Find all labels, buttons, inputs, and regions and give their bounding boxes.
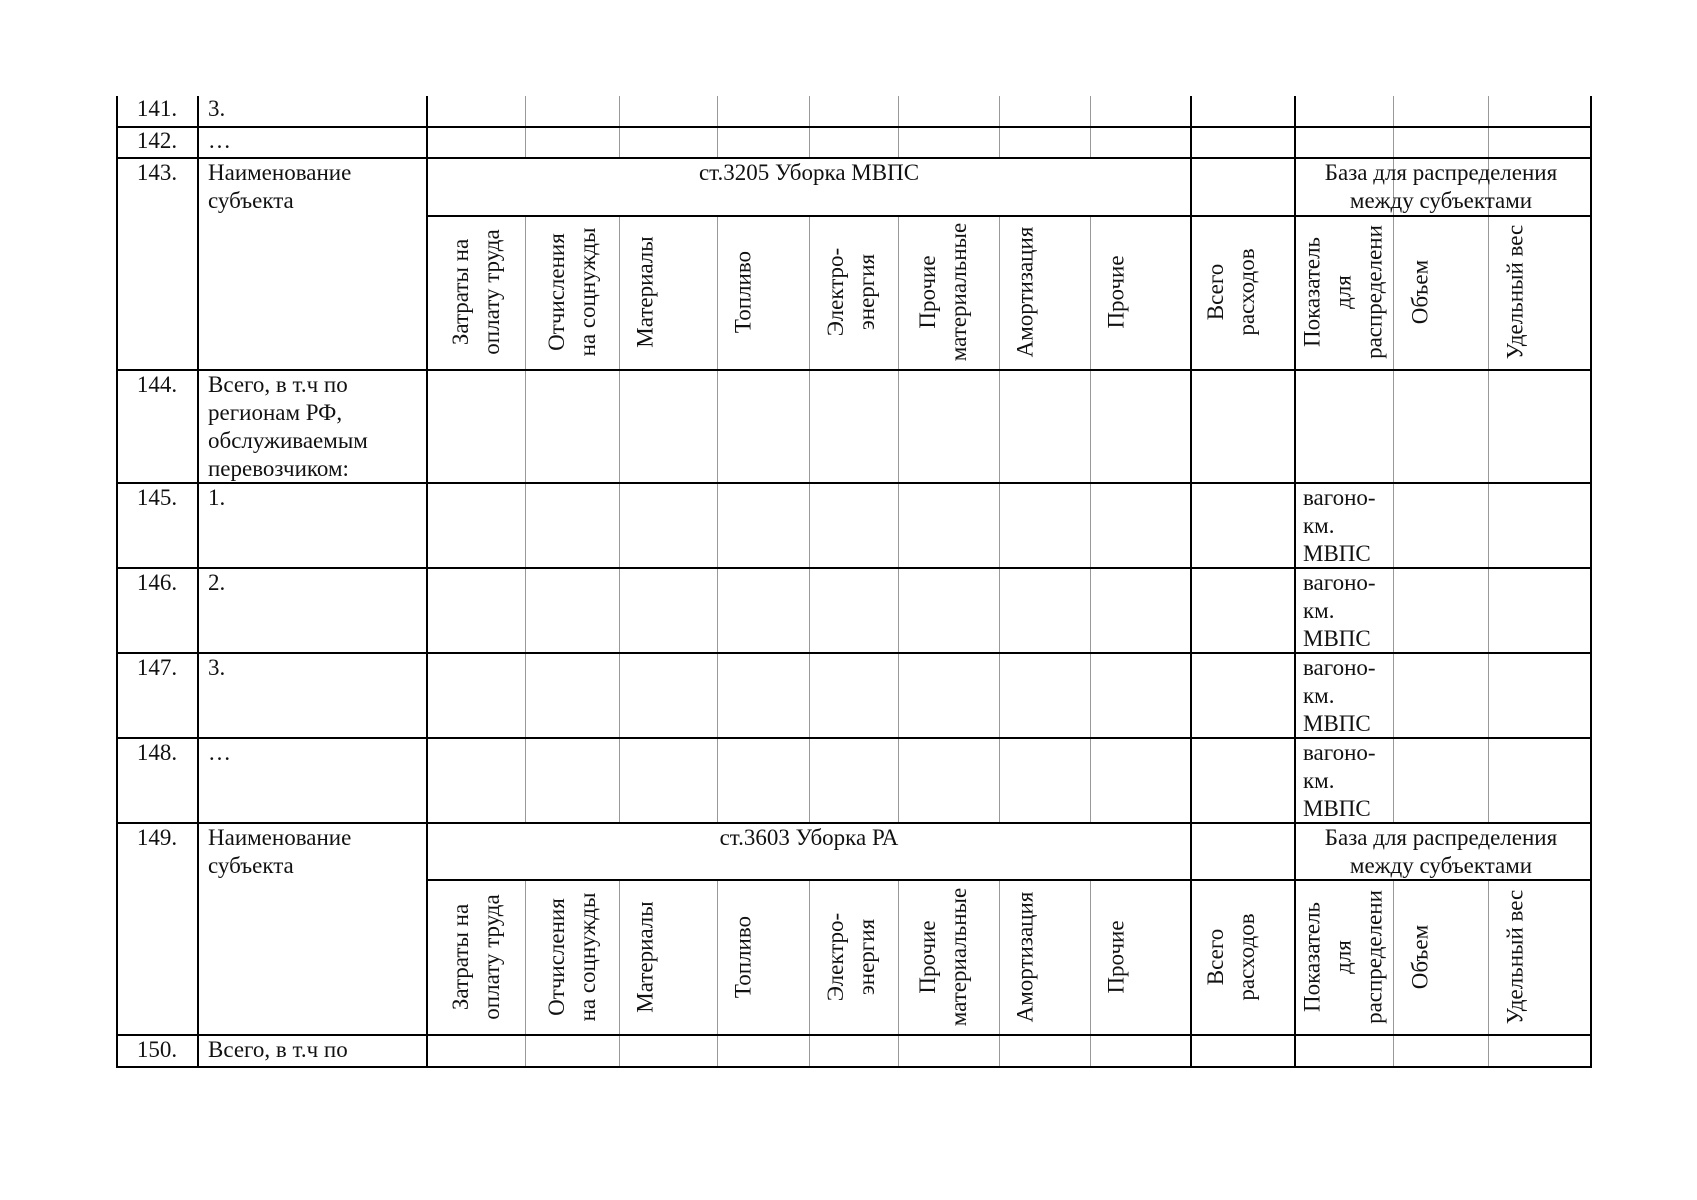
vline: [809, 880, 810, 1067]
column-header-line: Амортизация: [1012, 891, 1038, 1023]
base-header: База для распределения: [1324, 825, 1558, 850]
row-name: 3.: [208, 96, 226, 121]
vline: [999, 880, 1000, 1067]
column-header-line: расходов: [1234, 248, 1259, 336]
row-number: 150.: [136, 1037, 178, 1062]
column-header: [1010, 892, 1041, 1023]
column-header-line: оплату труда: [479, 229, 504, 355]
vline: [999, 216, 1000, 823]
vline: [197, 96, 199, 1067]
column-header-line: распределени: [1361, 225, 1387, 359]
column-header: [912, 888, 974, 1026]
column-header: [1200, 913, 1262, 1000]
column-header: [541, 228, 603, 357]
hline: [116, 1066, 1592, 1068]
column-header-line: материальные: [946, 887, 971, 1027]
column-header-line: Электро-: [823, 247, 848, 337]
vline: [717, 880, 718, 1067]
row-name: субъекта: [208, 188, 294, 213]
section-title: ст.3205 Уборка МВПС: [698, 160, 920, 185]
base-unit: км.: [1303, 768, 1335, 793]
column-header: [1405, 260, 1436, 324]
vline: [809, 216, 810, 823]
vline: [1488, 880, 1489, 1067]
column-header-line: Объем: [1407, 259, 1433, 325]
column-header: [728, 251, 759, 333]
column-header-line: Прочие: [1103, 920, 1129, 994]
row-number: 146.: [136, 570, 178, 595]
column-header-line: Объем: [1407, 924, 1433, 990]
column-header-line: Всего: [1203, 928, 1228, 986]
base-unit: вагоно-: [1303, 655, 1376, 680]
column-header-line: материальные: [946, 222, 971, 362]
column-header-line: Топливо: [730, 250, 756, 334]
base-header: между субъектами: [1349, 188, 1533, 213]
base-header: между субъектами: [1349, 853, 1533, 878]
vline: [1090, 216, 1091, 823]
vline: [898, 216, 899, 823]
column-header: [1405, 925, 1436, 989]
column-header-line: на соцнужды: [575, 227, 600, 357]
vline: [525, 880, 526, 1067]
vline: [426, 96, 428, 1067]
column-header: [541, 893, 603, 1022]
base-unit: вагоно-: [1303, 740, 1376, 765]
column-header: [1297, 890, 1390, 1024]
column-header: [912, 223, 974, 361]
row-name: 2.: [208, 570, 226, 595]
base-unit: вагоно-: [1303, 570, 1376, 595]
column-header: [1297, 225, 1390, 359]
hline: [116, 126, 1592, 128]
row-name: Наименование: [208, 825, 352, 850]
row-name: Всего, в т.ч по: [208, 1037, 348, 1062]
column-header-line: Всего: [1203, 263, 1228, 321]
column-header-line: Топливо: [730, 915, 756, 999]
row-name: …: [208, 740, 231, 765]
vline: [1488, 216, 1489, 823]
column-header-line: Удельный вес: [1502, 224, 1528, 360]
column-header: [445, 894, 507, 1019]
column-header: [630, 236, 661, 347]
column-header-line: Прочие: [1103, 255, 1129, 329]
base-unit: км.: [1303, 598, 1335, 623]
vline: [619, 880, 620, 1067]
column-header: [820, 913, 882, 1001]
column-header: [1101, 920, 1132, 993]
vline: [1393, 216, 1394, 823]
vline: [717, 216, 718, 823]
vline: [1393, 880, 1394, 1067]
row-number: 149.: [136, 825, 178, 850]
vline: [1090, 880, 1091, 1067]
section-title: ст.3603 Уборка РА: [719, 825, 899, 850]
column-header: [1101, 255, 1132, 328]
column-header-line: Амортизация: [1012, 226, 1038, 358]
row-name: регионам РФ,: [208, 400, 343, 425]
vline: [619, 216, 620, 823]
column-header: [820, 248, 882, 336]
column-header-line: Материалы: [632, 236, 658, 348]
base-unit: км.: [1303, 683, 1335, 708]
column-header-line: Показатель: [1299, 236, 1325, 348]
base-unit: МВПС: [1303, 541, 1371, 566]
row-name: перевозчиком:: [208, 456, 349, 481]
column-header: [630, 901, 661, 1012]
column-header-line: Электро-: [823, 912, 848, 1002]
vline: [1190, 96, 1192, 1067]
column-header-line: расходов: [1234, 913, 1259, 1001]
row-number: 145.: [136, 485, 178, 510]
column-header-line: энергия: [854, 253, 879, 331]
column-header-line: Затраты на: [448, 903, 473, 1011]
row-number: 147.: [136, 655, 178, 680]
row-name: 3.: [208, 655, 226, 680]
column-header-line: Удельный вес: [1502, 889, 1528, 1025]
column-header-line: Прочие: [915, 920, 940, 994]
column-header: [445, 229, 507, 354]
row-name: 1.: [208, 485, 226, 510]
row-name: обслуживаемым: [208, 428, 368, 453]
column-header-line: Затраты на: [448, 238, 473, 346]
vline: [898, 880, 899, 1067]
column-header: [728, 916, 759, 998]
column-header-line: для: [1330, 275, 1356, 309]
base-unit: МВПС: [1303, 796, 1371, 821]
vline: [525, 216, 526, 823]
column-header-line: Отчисления: [544, 233, 569, 351]
column-header-line: на соцнужды: [575, 892, 600, 1022]
column-header-line: оплату труда: [479, 894, 504, 1020]
column-header-line: распределени: [1361, 890, 1387, 1024]
column-header: [1500, 890, 1531, 1024]
base-unit: МВПС: [1303, 711, 1371, 736]
column-header-line: Показатель: [1299, 901, 1325, 1013]
column-header-line: для: [1330, 940, 1356, 974]
base-header: База для распределения: [1324, 160, 1558, 185]
base-unit: МВПС: [1303, 626, 1371, 651]
column-header: [1200, 248, 1262, 335]
row-name: Наименование: [208, 160, 352, 185]
column-header: [1010, 227, 1041, 358]
column-header: [1500, 225, 1531, 359]
row-number: 148.: [136, 740, 178, 765]
row-number: 141.: [136, 96, 178, 121]
column-header-line: Прочие: [915, 255, 940, 329]
row-name: Всего, в т.ч по: [208, 372, 348, 397]
row-number: 142.: [136, 128, 178, 153]
column-header-line: энергия: [854, 918, 879, 996]
hline: [426, 215, 1592, 217]
row-number: 143.: [136, 160, 178, 185]
column-header-line: Материалы: [632, 901, 658, 1013]
row-number: 144.: [136, 372, 178, 397]
row-name: …: [208, 128, 231, 153]
row-name: субъекта: [208, 853, 294, 878]
vline: [1590, 96, 1592, 1067]
column-header-line: Отчисления: [544, 898, 569, 1016]
base-unit: вагоно-: [1303, 485, 1376, 510]
base-unit: км.: [1303, 513, 1335, 538]
